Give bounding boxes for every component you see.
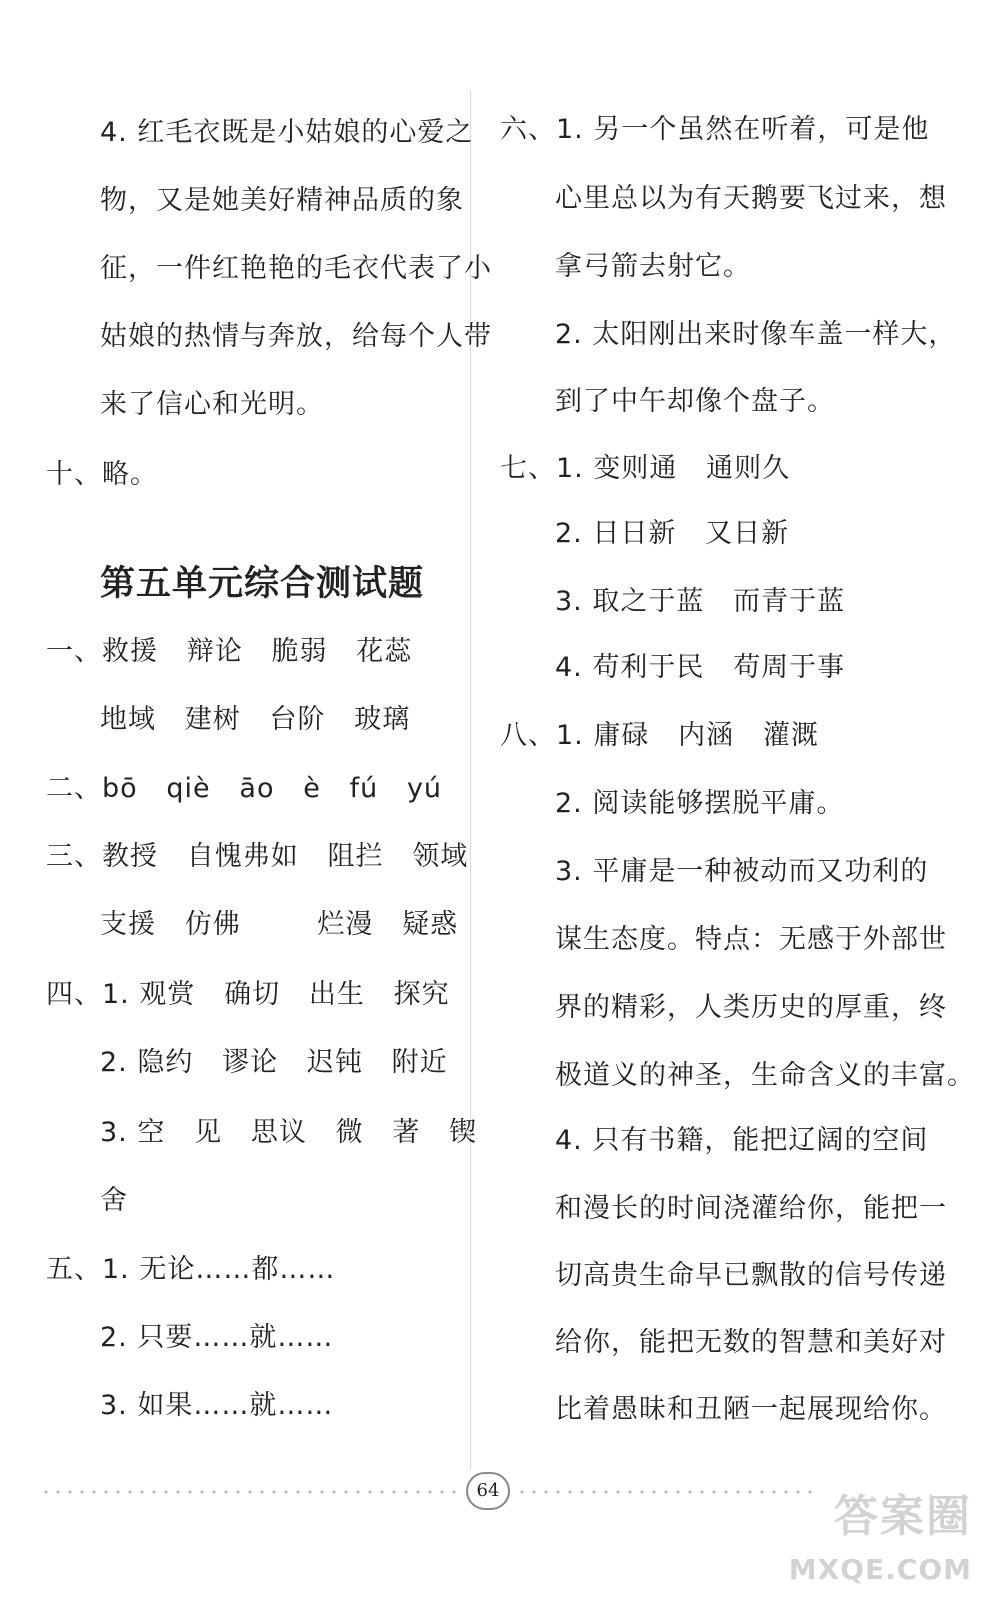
watermark-url: MXQE.COM bbox=[788, 1553, 972, 1586]
answer-line: 和漫长的时间浇灌给你，能把一 bbox=[555, 1193, 947, 1224]
answer-line: 4. 红毛衣既是小姑娘的心爱之 bbox=[100, 117, 474, 148]
answer-line: 2. 隐约 谬论 迟钝 附近 bbox=[100, 1047, 448, 1078]
answer-line: 舍 bbox=[100, 1185, 128, 1216]
answer-line: 给你，能把无数的智慧和美好对 bbox=[555, 1327, 947, 1358]
answer-line: 切高贵生命早已飘散的信号传递 bbox=[555, 1260, 947, 1291]
answer-line: 3. 空 见 思议 微 著 锲 bbox=[100, 1117, 478, 1148]
answer-line: 2. 只要……就…… bbox=[100, 1322, 334, 1353]
answer-line: 3. 如果……就…… bbox=[100, 1390, 334, 1421]
answer-line: 到了中午却像个盘子。 bbox=[555, 386, 835, 417]
answer-line: 地域 建树 台阶 玻璃 bbox=[100, 704, 411, 735]
answer-line: 来了信心和光明。 bbox=[100, 389, 324, 420]
answer-line: 姑娘的热情与奔放，给每个人带 bbox=[100, 321, 492, 352]
answer-line: 3. 取之于蓝 而青于蓝 bbox=[555, 586, 846, 617]
watermark-title: 答案圈 bbox=[834, 1491, 972, 1542]
answer-line: 4. 苟利于民 苟周于事 bbox=[555, 652, 846, 683]
answer-line: 4. 只有书籍，能把辽阔的空间 bbox=[555, 1125, 929, 1156]
footer-dotted-rule-right bbox=[516, 1490, 816, 1494]
answer-line: 心里总以为有天鹅要飞过来，想 bbox=[555, 183, 947, 214]
answer-line: 物，又是她美好精神品质的象 bbox=[100, 185, 464, 216]
answer-line: 四、1. 观赏 确切 出生 探究 bbox=[46, 979, 450, 1010]
answer-line: 比着愚昧和丑陋一起展现给你。 bbox=[555, 1394, 947, 1425]
answer-line: 二、bō qiè āo è fú yú bbox=[46, 773, 443, 804]
section-heading: 第五单元综合测试题 bbox=[100, 564, 425, 604]
answer-line: 十、略。 bbox=[46, 459, 158, 490]
answer-line: 界的精彩，人类历史的厚重，终 bbox=[555, 992, 947, 1023]
answer-line: 一、救援 辩论 脆弱 花蕊 bbox=[46, 636, 413, 667]
answer-line: 支援 仿佛 烂漫 疑惑 bbox=[100, 909, 459, 940]
answer-line: 五、1. 无论……都…… bbox=[46, 1254, 336, 1285]
answer-line: 2. 太阳刚出来时像车盖一样大， bbox=[555, 319, 957, 350]
answer-line: 谋生态度。特点：无感于外部世 bbox=[555, 924, 947, 955]
answer-line: 八、1. 庸碌 内涵 灌溉 bbox=[500, 720, 819, 751]
answer-line: 2. 日日新 又日新 bbox=[555, 518, 790, 549]
answer-line: 征，一件红艳艳的毛衣代表了小 bbox=[100, 253, 492, 284]
answer-line: 拿弓箭去射它。 bbox=[555, 251, 751, 282]
answer-line: 六、1. 另一个虽然在听着，可是他 bbox=[500, 114, 930, 145]
footer-dotted-rule-left bbox=[40, 1490, 460, 1494]
answer-line: 极道义的神圣，生命含义的丰富。 bbox=[555, 1060, 975, 1091]
page-number: 64 bbox=[466, 1472, 510, 1510]
watermark-logo bbox=[788, 1480, 978, 1590]
answer-line: 三、教授 自愧弗如 阻拦 领域 bbox=[46, 841, 469, 872]
answer-line: 2. 阅读能够摆脱平庸。 bbox=[555, 788, 845, 819]
answer-line: 七、1. 变则通 通则久 bbox=[500, 453, 791, 484]
column-divider bbox=[470, 90, 471, 1470]
answer-line: 3. 平庸是一种被动而又功利的 bbox=[555, 856, 929, 887]
